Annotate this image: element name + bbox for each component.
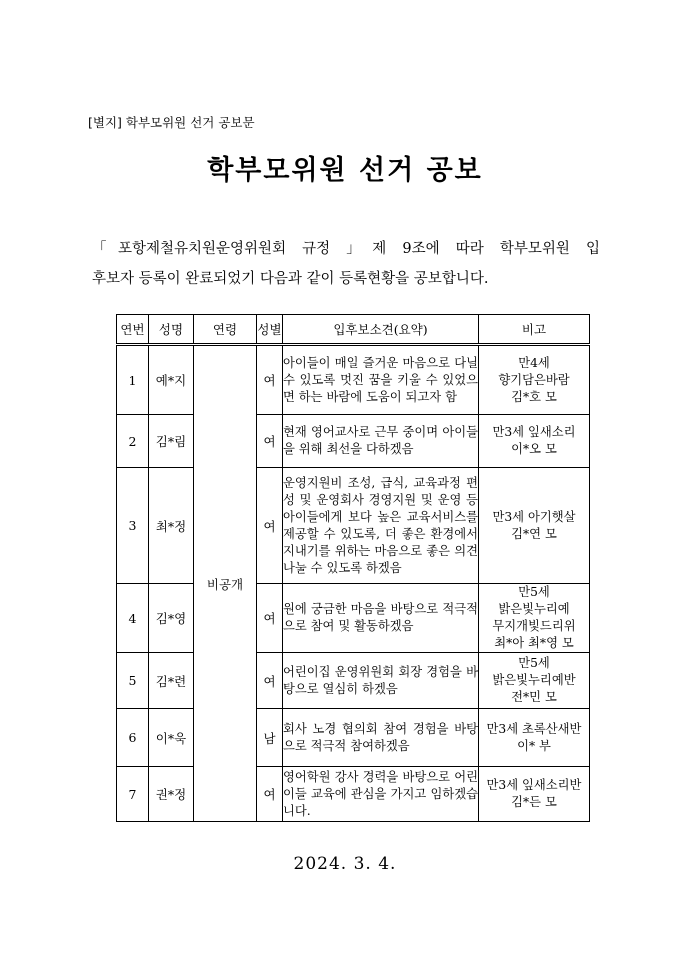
header-gender: 성별 — [257, 315, 283, 345]
page-title: 학부모위원 선거 공보 — [207, 155, 483, 186]
header-name: 성명 — [149, 315, 194, 345]
intro-paragraph — [92, 234, 600, 294]
row-pledge: 현재 영어교사로 근무 중이며 아이들을 위해 최선을 다하겠음 — [283, 415, 479, 468]
table-row — [117, 767, 590, 822]
row-name: 최*정 — [149, 468, 194, 584]
row-name: 김*림 — [149, 415, 194, 468]
table-row — [117, 584, 590, 653]
intro-line-1: 「포항제철유치원운영위원회 규정 」제 9조에 따라 학부모위원 입 — [92, 241, 600, 257]
row-gender: 여 — [257, 415, 283, 468]
note-line: 이*오 모 — [511, 442, 557, 456]
table-header-row — [117, 315, 590, 345]
row-note — [479, 767, 590, 822]
note-line: 이* 부 — [517, 738, 551, 753]
note-line: 밝은빛누리예반 — [492, 673, 576, 687]
row-no: 3 — [117, 468, 149, 584]
note-line: 만3세 잎새소리 — [492, 425, 576, 439]
row-name: 이*욱 — [149, 709, 194, 767]
note-line: 김*든 모 — [511, 795, 557, 809]
row-note — [479, 468, 590, 584]
row-gender: 여 — [257, 653, 283, 709]
row-pledge: 원에 궁금한 마음을 바탕으로 적극적으로 참여 및 활동하겠음 — [283, 584, 479, 653]
note-line: 밝은빛누리예 — [498, 602, 570, 616]
row-pledge: 영어학원 강사 경력을 바탕으로 어린이들 교육에 관심을 가지고 임하겠습니다. — [283, 767, 479, 822]
row-no: 2 — [117, 415, 149, 468]
intro-line-2: 후보자 등록이 완료되었기 다음과 같이 등록현황을 공보합니다. — [92, 271, 489, 287]
note-line: 만3세 아기햇살 — [492, 509, 576, 524]
row-gender: 여 — [257, 468, 283, 584]
row-note — [479, 345, 590, 415]
row-gender: 여 — [257, 345, 283, 415]
note-line: 무지개빛드리위 — [492, 619, 576, 633]
note-line: 향기담은바람 — [498, 372, 570, 387]
note-line: 만3세 초록산새반 — [486, 721, 582, 736]
row-pledge: 어린이집 운영위원회 회장 경험을 바탕으로 열심히 하겠음 — [283, 653, 479, 709]
table-row — [117, 415, 590, 468]
row-gender: 여 — [257, 584, 283, 653]
row-gender: 여 — [257, 767, 283, 822]
row-no: 4 — [117, 584, 149, 653]
row-note — [479, 584, 590, 653]
row-name: 김*영 — [149, 584, 194, 653]
table-row — [117, 345, 590, 415]
row-note — [479, 653, 590, 709]
header-age: 연령 — [194, 315, 257, 345]
attachment-label: [별지] 학부모위원 선거 공보문 — [88, 115, 255, 130]
document-date: 2024. 3. 4. — [293, 854, 397, 874]
note-line: 전*민 모 — [511, 690, 557, 704]
row-name: 예*지 — [149, 345, 194, 415]
table-row — [117, 468, 590, 584]
row-pledge: 운영지원비 조성, 급식, 교육과정 편성 및 운영회사 경영지원 및 운영 등 아이들에게 보다 높은 교육서비스를 제공할 수 있도록, 더 좋은 환경에서 지내기를 위하는 마음으로 좋은 의견 나눌 수 있도록 하겠음 — [283, 468, 479, 584]
age-cell: 비공개 — [194, 345, 257, 822]
note-line: 김*호 모 — [511, 389, 557, 404]
row-note — [479, 709, 590, 767]
table-row — [117, 709, 590, 767]
row-no: 5 — [117, 653, 149, 709]
note-line: 만5세 — [518, 656, 550, 670]
table-row — [117, 653, 590, 709]
header-no: 연번 — [117, 315, 149, 345]
row-pledge: 회사 노경 협의회 참여 경험을 바탕으로 적극적 참여하겠음 — [283, 709, 479, 767]
header-pledge: 입후보소견(요약) — [283, 315, 479, 345]
row-name: 권*정 — [149, 767, 194, 822]
note-line: 최*아 최*영 모 — [494, 636, 574, 650]
candidate-table — [116, 314, 590, 822]
note-line: 김*연 모 — [511, 526, 557, 541]
row-no: 1 — [117, 345, 149, 415]
row-name: 김*련 — [149, 653, 194, 709]
note-line: 만4세 — [518, 355, 550, 370]
row-no: 6 — [117, 709, 149, 767]
row-pledge: 아이들이 매일 즐거운 마음으로 다닐 수 있도록 멋진 꿈을 키울 수 있었으면 하는 바람에 도움이 되고자 함 — [283, 345, 479, 415]
row-note — [479, 415, 590, 468]
note-line: 만5세 — [518, 585, 550, 599]
header-note: 비고 — [479, 315, 590, 345]
note-line: 만3세 잎새소리반 — [486, 778, 582, 792]
row-no: 7 — [117, 767, 149, 822]
row-gender: 남 — [257, 709, 283, 767]
